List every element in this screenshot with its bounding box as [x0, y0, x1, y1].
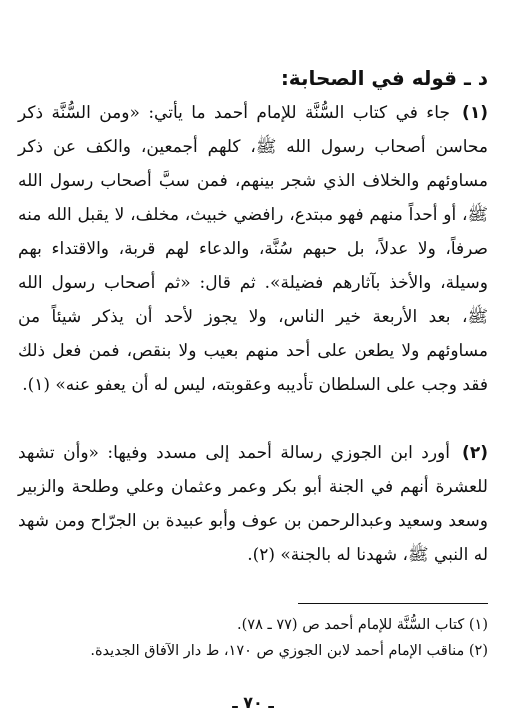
- footnote-separator: [298, 603, 488, 604]
- paragraph-text: جاء في كتاب السُّنَّة للإمام أحمد ما يأتي: «ومن السُّنَّة ذكر محاسن أصحاب رسول الله ﷺ، كلهم أجمعين، والكف عن ذكر مساوئهم والخلاف الذي شجر بينهم، فمن سبَّ أصحاب رسول الله ﷺ، أو أحداً منهم فهو مبتدع، رافضي خبيث، مخلف، لا يقبل الله منه صرفاً، ولا عدلاً، بل حبهم سُنَّة، والدعاء لهم قربة، والاقتداء بهم وسيلة، والأخذ بآثارهم فضيلة». ثم قال: «ثم أصحاب رسول الله ﷺ، بعد الأربعة خير الناس، ولا يجوز لأحد أن يذكر شيئاً من مساوئهم ولا يطعن على أحد منهم بعيب ولا بنقص، فمن فعل ذلك فقد وجب على السلطان تأديبه وعقوبته، ليس له أن يعفو عنه» (١).: [18, 103, 488, 395]
- section-heading: د ـ قوله في الصحابة:: [280, 66, 488, 90]
- numbered-paragraph: [18, 96, 488, 402]
- item-number: (١): [462, 103, 488, 123]
- page-number: ـ ٧٠ ـ: [232, 693, 274, 712]
- item-number: (٢): [462, 443, 488, 463]
- footnote: (٢) مناقب الإمام أحمد لابن الجوزي ص ١٧٠، ط دار الآفاق الجديدة.: [90, 643, 488, 659]
- paragraph-text: أورد ابن الجوزي رسالة أحمد إلى مسدد وفيها: «وأن تشهد للعشرة أنهم في الجنة أبو بكر وعمر وعثمان وعلي وطلحة والزبير وسعد وسعيد وعبدالرحمن بن عوف وأبو عبيدة بن الجرّاح ومن شهد له النبي ﷺ، شهدنا له بالجنة» (٢).: [18, 443, 488, 565]
- numbered-paragraph: [18, 436, 488, 572]
- footnote: (١) كتاب السُّنَّة للإمام أحمد ص (٧٧ ـ ٧٨).: [237, 617, 488, 633]
- footnotes: [18, 612, 488, 664]
